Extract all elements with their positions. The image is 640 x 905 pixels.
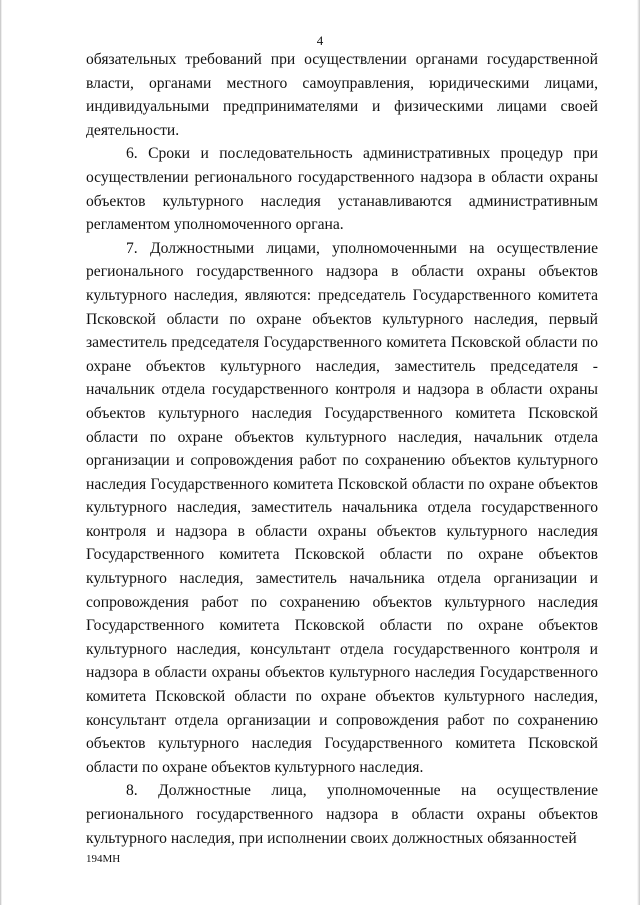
document-body [86, 48, 598, 850]
paragraph-7: 7. Должностными лицами, уполномоченными на осуществление регионального государственного надзора в области охраны объектов культурного наследия, являются: председатель Государственного комитета Псковской области по охране объектов культурного наследия, первый заместитель председателя Государственного комитета Псковской области по охране объектов культурного наследия, заместитель председателя - начальник отдела государственного контроля и надзора в области охраны объектов культурного наследия Государственного комитета Псковской области по охране объектов культурного наследия, начальник отдела организации и сопровождения работ по сохранению объектов культурного наследия Государственного комитета Псковской области по охране объектов культурного наследия, заместитель начальника отдела государственного контроля и надзора в области охраны объектов культурного наследия Государственного комитета Псковской области по охране объектов культурного наследия, заместитель начальника отдела организации и сопровождения работ по сохранению объектов культурного наследия Государственного комитета Псковской области по охране объектов культурного наследия, консультант отдела государственного контроля и надзора в области охраны объектов культурного наследия Государственного комитета Псковской области по охране объектов культурного наследия, консультант отдела организации и сопровождения работ по сохранению объектов культурного наследия Государственного комитета Псковской области по охране объектов культурного наследия. [86, 239, 598, 776]
paragraph-8: 8. Должностные лица, уполномоченные на осуществление регионального государственного надзора в области охраны объектов культурного наследия, при исполнении своих должностных обязанностей [86, 782, 598, 847]
paragraph-6: 6. Сроки и последовательность административных процедур при осуществлении регионального государственного надзора в области охраны объектов культурного наследия устанавливаются административным регламентом уполномоченного органа. [86, 145, 598, 234]
document-code: 194МН [86, 853, 121, 865]
paragraph-continuation: обязательных требований при осуществлении органами государственной власти, органами местного самоуправления, юридическими лицами, индивидуальными предпринимателями и физическими лицами своей деятельности. [86, 51, 598, 139]
page-number: 4 [316, 33, 324, 48]
scan-edge-left [0, 0, 2, 905]
